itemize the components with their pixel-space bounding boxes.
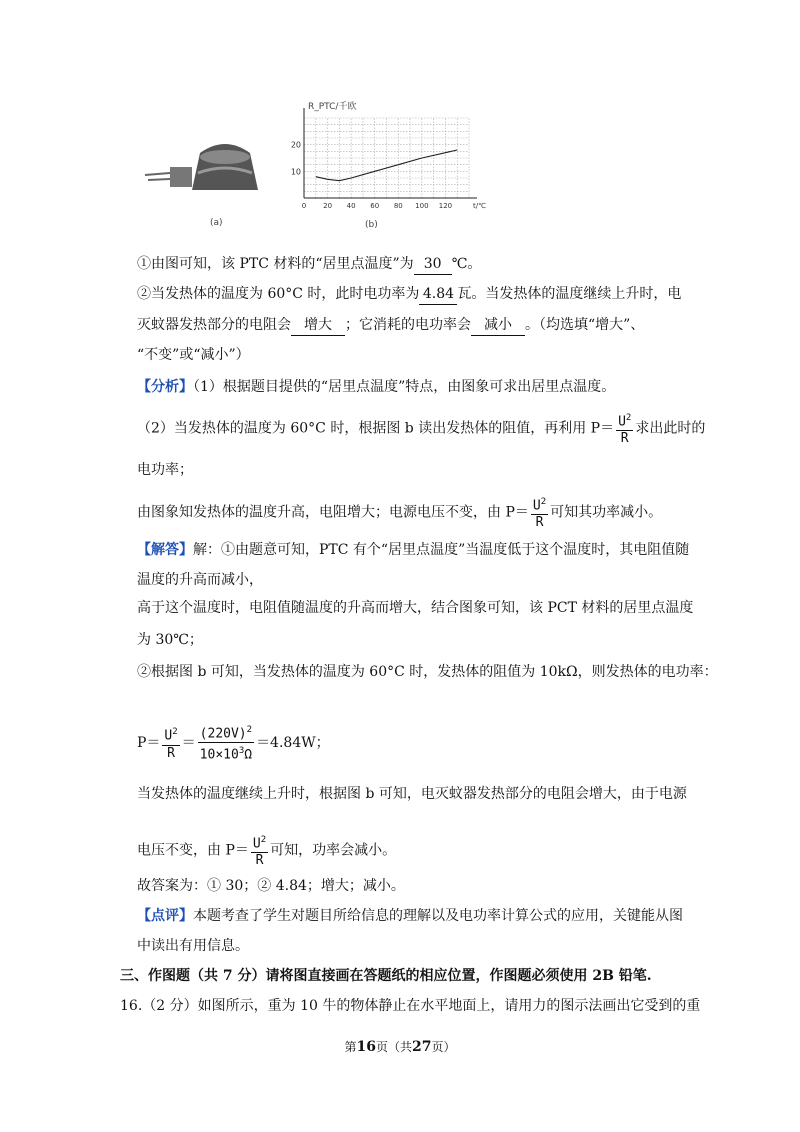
comment-line-2: 中读出有用信息。: [137, 938, 249, 954]
power-formula: $\frac{U^2}{R}$: [251, 832, 268, 869]
analysis-line-2: （2）当发热体的温度为 60°C 时，根据图 b 读出发热体的阻值，再利用 P＝ $\frac{U^2}{R}$ 求出此时的: [137, 410, 705, 447]
power-formula: $\frac{U^2}{R}$: [616, 410, 633, 447]
comment-line-1: 【点评】本题考查了学生对题目所给信息的理解以及电功率计算公式的应用，关键能从图: [137, 908, 683, 924]
x-tick-label: 60: [370, 202, 380, 210]
q1-line: ①由图可知，该 PTC 材料的“居里点温度”为 30 ℃。: [137, 254, 481, 275]
q2-answer-3: 减小: [471, 315, 525, 336]
x-axis-label: t/℃: [473, 202, 486, 210]
solution-tag: 【解答】: [137, 542, 193, 558]
solution-line-1: 【解答】解：①由题意可知，PTC 有个“居里点温度”当温度低于这个温度时，其电阻值随: [137, 542, 690, 558]
solution-line-5: ②根据图 b 可知，当发热体的温度为 60°C 时，发热体的阻值为 10kΩ，则发热体的电功率：: [137, 664, 718, 680]
power-formula: $\frac{U^2}{R}$: [531, 494, 548, 531]
x-tick-label: 120: [438, 202, 453, 210]
analysis-line-3: 电功率；: [137, 462, 193, 478]
q2-line-3: “不变”或“减小”）: [137, 347, 250, 363]
q2-line-2: 灭蚊器发热部分的电阻会 增大 ；它消耗的电功率会 减小 。（均选填“增大”、: [137, 315, 644, 336]
analysis-line-1: 【分析】（1）根据题目提供的“居里点温度”特点，由图象可求出居里点温度。: [137, 379, 616, 395]
q1-answer: 30: [414, 254, 452, 275]
comment-tag: 【点评】: [137, 908, 193, 924]
page-total: 27: [412, 1039, 432, 1055]
page-footer: 第16页（共27页）: [344, 1039, 456, 1055]
x-tick-label: 80: [393, 202, 403, 210]
solution-line-6: 当发热体的温度继续上升时，根据图 b 可知，电灭蚊器发热部分的电阻会增大，由于电源: [137, 786, 687, 802]
x-tick-label: 20: [323, 202, 333, 210]
power-equation: P＝ $\frac{U^2}{R}$ ＝ $\frac{(220V)^2}{10\times 10^3\Omega}$ ＝4.84W；: [137, 722, 330, 764]
q2-answer-2: 增大: [291, 315, 345, 336]
solution-line-3: 高于这个温度时，电阻值随温度的升高而增大，结合图象可知，该 PCT 材料的居里点温度: [137, 600, 694, 616]
y-tick-label: 20: [290, 140, 301, 150]
q2-line-1: ②当发热体的温度为 60°C 时，此时电功率为 4.84 瓦。当发热体的温度继续上升时，电: [137, 284, 681, 305]
section-3-heading: 三、作图题（共 7 分）请将图直接画在答题纸的相应位置，作图题必须使用 2B 铅笔.: [120, 968, 652, 984]
analysis-tag: 【分析】: [137, 379, 193, 395]
x-tick-label: 0: [301, 202, 307, 210]
solution-line-7: 电压不变，由 P＝ $\frac{U^2}{R}$ 可知，功率会减小。: [137, 832, 396, 869]
y-axis-label: R_PTC/千欧: [308, 102, 357, 112]
solution-line-2: 温度的升高而减小，: [137, 572, 263, 588]
page-number: 16: [356, 1039, 376, 1055]
analysis-line-4: 由图象知发热体的温度升高，电阻增大；电源电压不变，由 P＝ $\frac{U^2}{R}$ 可知其功率减小。: [137, 494, 662, 531]
solution-line-4: 为 30℃；: [137, 632, 203, 648]
figure-b-label: (b): [365, 220, 378, 230]
mosquito-killer-image: [140, 135, 270, 205]
y-tick-label: 10: [290, 167, 301, 177]
ptc-resistance-chart: [290, 110, 486, 210]
figure-a-label: (a): [210, 218, 223, 228]
figure-area: [140, 95, 486, 235]
solution-line-8: 故答案为：① 30；② 4.84；增大；减小。: [137, 878, 405, 894]
q2-answer-1: 4.84: [419, 284, 457, 305]
x-tick-label: 100: [415, 202, 429, 210]
question-16: 16.（2 分）如图所示，重为 10 牛的物体静止在水平地面上，请用力的图示法画出它受到的重: [120, 998, 701, 1014]
x-tick-label: 40: [346, 202, 356, 210]
